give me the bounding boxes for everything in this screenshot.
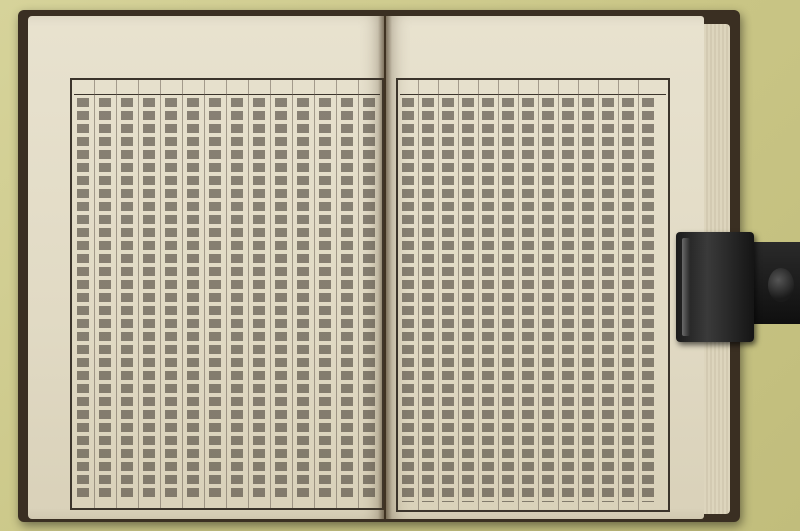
binder-clip-icon xyxy=(676,232,800,342)
left-page xyxy=(28,16,384,519)
right-page xyxy=(386,16,704,519)
left-text-frame xyxy=(70,78,384,510)
right-header xyxy=(400,84,666,95)
book-spine-gutter xyxy=(378,16,392,519)
right-text-frame xyxy=(396,78,670,512)
left-header xyxy=(74,84,380,95)
